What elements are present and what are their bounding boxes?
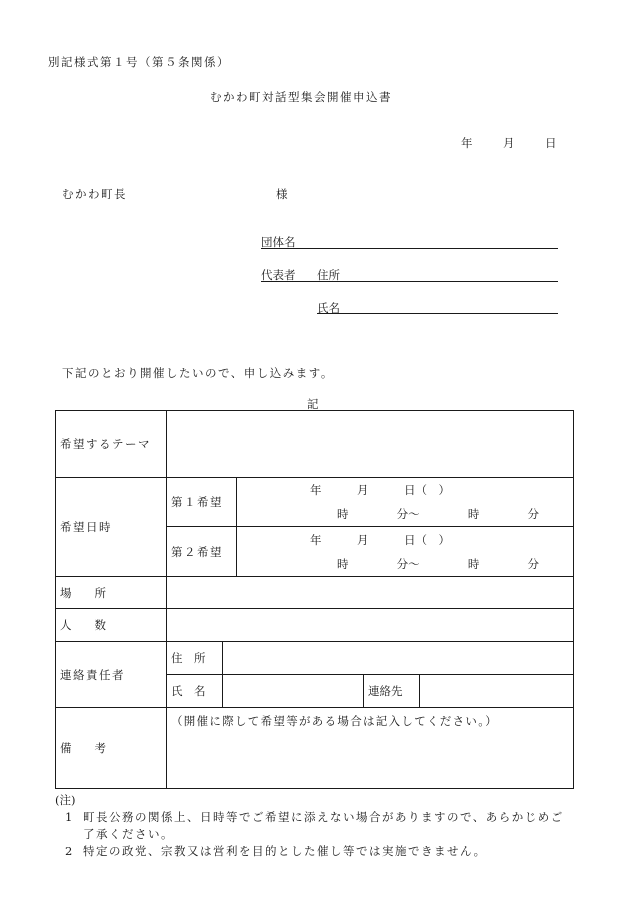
choice2-month: 月 — [357, 532, 369, 547]
note-item-2 — [55, 843, 575, 860]
representative-label: 代表者 — [261, 268, 296, 282]
choice2-day: 日（ ） — [404, 532, 450, 547]
notes-heading: (注) — [55, 793, 76, 807]
contact-phone-field[interactable] — [420, 675, 574, 708]
addressee-honorific: 様 — [276, 187, 288, 201]
choice2-field[interactable] — [237, 527, 574, 577]
contact-label: 連絡責任者 — [56, 642, 167, 708]
ki-label: 記 — [307, 397, 319, 411]
group-name-label: 団体名 — [261, 235, 296, 249]
choice2-end-minute: 分 — [527, 556, 539, 571]
form-title: むかわ町対話型集会開催申込書 — [210, 90, 392, 104]
note-2-number: 2 — [65, 844, 73, 858]
choice1-start-hour: 時 — [337, 507, 349, 521]
note-2-text: 特定の政党、宗教又は営利を目的とした催し等では実施できません。 — [83, 844, 487, 858]
form-number: 別記様式第１号（第５条関係） — [48, 55, 230, 69]
datetime-label: 希望日時 — [56, 478, 167, 577]
datetime-row-1 — [56, 478, 574, 527]
application-table — [55, 410, 574, 789]
intro-text: 下記のとおり開催したいので、申し込みます。 — [62, 366, 334, 380]
place-label: 場 所 — [56, 577, 167, 609]
choice2-start-hour: 時 — [337, 556, 349, 571]
note-1-number: 1 — [65, 810, 73, 824]
theme-field[interactable] — [167, 411, 574, 478]
group-name-field[interactable] — [261, 248, 558, 249]
choice1-label: 第１希望 — [167, 478, 237, 527]
choice1-month: 月 — [357, 483, 369, 497]
place-field[interactable] — [167, 577, 574, 609]
people-field[interactable] — [167, 609, 574, 642]
representative-address-field[interactable] — [261, 281, 558, 282]
date-year-label: 年 — [461, 136, 473, 150]
note-item-1 — [55, 809, 575, 843]
note-1-text: 町長公務の関係上、日時等でご希望に添えない場合がありますので、あらかじめご了承ください。 — [83, 810, 564, 841]
choice2-end-hour: 時 — [467, 556, 480, 571]
notes-section — [55, 792, 575, 860]
place-row — [56, 577, 574, 609]
choice2-start-minute: 分～ — [396, 556, 420, 571]
choice1-day: 日（ ） — [404, 483, 450, 497]
choice1-field[interactable] — [237, 478, 574, 527]
addressee-name: むかわ町長 — [62, 187, 127, 201]
people-row — [56, 609, 574, 642]
theme-row — [56, 411, 574, 478]
date-day-label: 日 — [545, 136, 557, 150]
choice2-year: 年 — [310, 532, 322, 547]
remarks-hint: （開催に際して希望等がある場合は記入してください。） — [171, 714, 499, 728]
representative-name-label: 氏名 — [317, 301, 340, 315]
date-month-label: 月 — [503, 136, 515, 150]
contact-name-field[interactable] — [223, 675, 364, 708]
choice1-year: 年 — [310, 483, 322, 497]
contact-row-1 — [56, 642, 574, 675]
remarks-field[interactable] — [167, 708, 574, 789]
contact-phone-label: 連絡先 — [364, 675, 420, 708]
contact-name-label: 氏 名 — [167, 675, 223, 708]
theme-label: 希望するテーマ — [56, 411, 167, 478]
choice1-end-hour: 時 — [467, 507, 480, 521]
remarks-label: 備 考 — [56, 708, 167, 789]
contact-address-label: 住 所 — [167, 642, 223, 675]
choice1-start-minute: 分～ — [396, 507, 420, 521]
choice1-end-minute: 分 — [527, 507, 539, 521]
choice2-label: 第２希望 — [167, 527, 237, 577]
people-label: 人 数 — [56, 609, 167, 642]
contact-address-field[interactable] — [223, 642, 574, 675]
representative-address-label: 住所 — [317, 268, 340, 282]
remarks-row — [56, 708, 574, 789]
representative-name-field[interactable] — [317, 313, 558, 314]
